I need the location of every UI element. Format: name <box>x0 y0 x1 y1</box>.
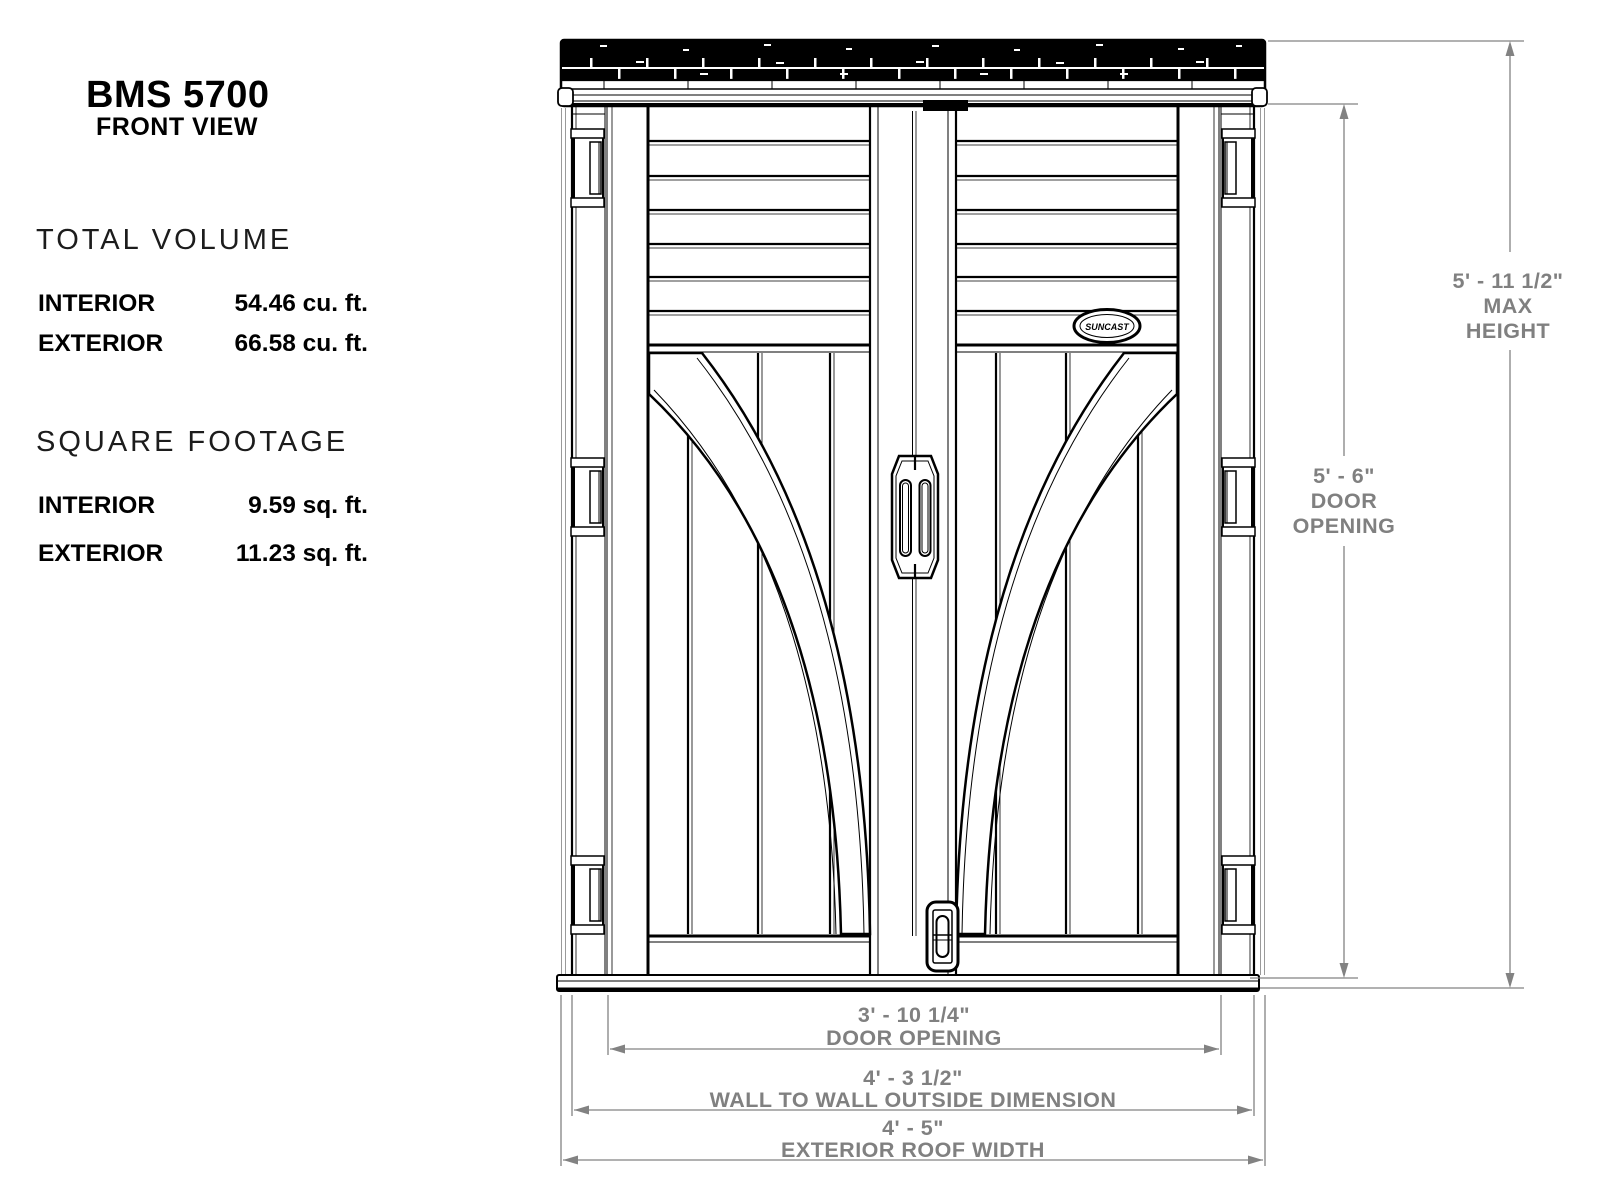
suncast-logo-text: SUNCAST <box>1085 322 1129 332</box>
row-label: INTERIOR <box>38 492 156 519</box>
handle-slot-left <box>900 480 911 556</box>
hinge-top-right <box>1222 129 1255 207</box>
door-opening-height-value: 5' - 6" <box>1313 464 1375 488</box>
right-door-slats <box>956 141 1178 315</box>
base-floor <box>557 975 1259 991</box>
hinge-middle-right <box>1222 458 1255 536</box>
hinge-top-left <box>571 129 604 207</box>
door-opening-width-value: 3' - 10 1/4" <box>857 1003 971 1027</box>
roof-edge-cap-right <box>1252 88 1267 106</box>
shed-body <box>557 100 1265 991</box>
row-value: 11.23 sq. ft. <box>235 540 368 567</box>
door-latch <box>927 902 958 971</box>
model-number: BMS 5700 <box>86 74 270 116</box>
hinge-bottom-right <box>1222 856 1255 934</box>
roof-width-value: 4' - 5" <box>882 1116 944 1140</box>
door-opening-height-label-2: OPENING <box>1292 514 1396 538</box>
astragal-top-cap <box>923 100 968 111</box>
handle-slot-right <box>920 480 931 556</box>
max-height-label-2: HEIGHT <box>1465 319 1551 343</box>
row-label: INTERIOR <box>38 290 156 317</box>
right-wall <box>1221 106 1255 975</box>
left-wall <box>571 106 605 975</box>
hinge-bottom-left <box>571 856 604 934</box>
row-value: 54.46 cu. ft. <box>234 290 368 317</box>
dimension-door-opening-width <box>608 995 1221 1055</box>
square-footage-heading: SQUARE FOOTAGE <box>36 426 349 458</box>
roof <box>558 40 1267 107</box>
row-value: 66.58 cu. ft. <box>234 330 368 357</box>
wall-to-wall-label: WALL TO WALL OUTSIDE DIMENSION <box>709 1088 1117 1112</box>
dimension-door-opening-height <box>1250 104 1395 978</box>
row-value: 9.59 sq. ft. <box>248 492 368 519</box>
roof-edge-cap-left <box>558 88 573 106</box>
shingle-cap-row <box>562 41 1264 58</box>
row-label: EXTERIOR <box>38 540 164 567</box>
left-door-slats <box>648 141 870 315</box>
left-door-brace <box>649 353 870 934</box>
view-name: FRONT VIEW <box>96 113 258 141</box>
roof-width-label: EXTERIOR ROOF WIDTH <box>781 1138 1045 1162</box>
max-height-label-1: MAX <box>1483 294 1533 318</box>
wall-to-wall-value: 4' - 3 1/2" <box>863 1066 963 1090</box>
door-opening-width-label: DOOR OPENING <box>826 1026 1002 1050</box>
door-handle <box>892 456 938 578</box>
row-label: EXTERIOR <box>38 330 164 357</box>
door-opening-height-label-1: DOOR <box>1310 489 1378 513</box>
max-height-value: 5' - 11 1/2" <box>1452 269 1564 293</box>
total-volume-heading: TOTAL VOLUME <box>36 224 293 256</box>
right-door <box>948 106 1219 975</box>
hinge-middle-left <box>571 458 604 536</box>
left-door <box>607 106 878 975</box>
suncast-logo <box>1074 310 1140 343</box>
